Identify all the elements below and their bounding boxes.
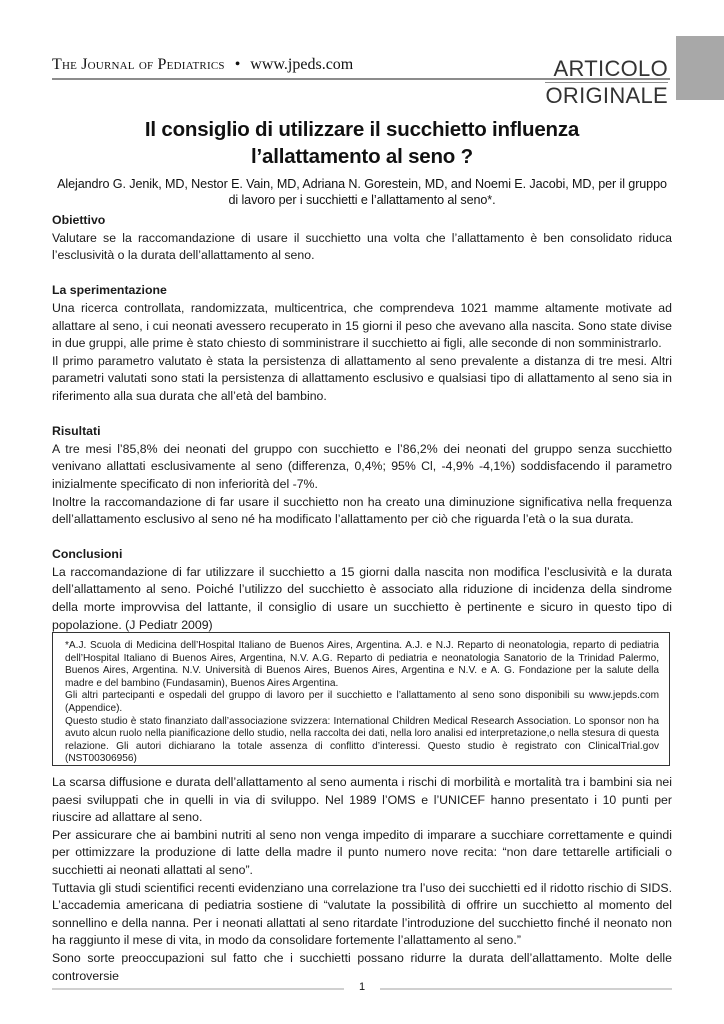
conclusions-text: La raccomandazione di far utilizzare il succhietto a 15 giorni dalla nascita non modifica l’esclusività e la durata dell’allattamento al seno. Poiché l’utilizzo del succhietto è associato alla riduzione di incidenza della sindrome della morte improvvisa del lattante, il consiglio di usare un succhietto è pertinente e sicuro in questo tipo di popolazione. (J Pediatr 2009) (52, 564, 672, 632)
article-title (52, 116, 672, 170)
header-separator: • (234, 56, 241, 73)
journal-header (52, 56, 353, 74)
footer-rule-left (52, 988, 344, 990)
abstract (52, 212, 672, 634)
authors-line2: di lavoro per i succhietti e l’allattamento al seno*. (228, 193, 496, 207)
affiliations-box (52, 632, 670, 766)
affiliations-text: *A.J. Scuola di Medicina dell’Hospital Italiano de Buenos Aires, Argentina. A.J. e N.J. Reparto di neonatologia, reparto di pediatria dell’Hospital Italiano di Buenos Aires, Argentina, N.V. A.G. Reparto di pediatria e neonatologia Sanatorio de la Trinidad Palermo, Buenos Aires, Argentina. N.V. Università di Buenos Aires, Buenos Aires, Argentina e N.V. e A. G. Fondazione per la salute della madre e del bambino (Fundasamin), Buenos Aires Argentina. (65, 640, 659, 689)
conclusions-heading: Conclusioni (52, 547, 123, 562)
results-heading: Risultati (52, 424, 101, 439)
article-body (52, 774, 672, 985)
page-number: 1 (358, 981, 366, 993)
body-paragraph-3: Tuttavia gli studi scientifici recenti evidenziano una correlazione tra l’uso dei succhietti ed il ridotto rischio di SIDS. L’accademia americana di pediatria sostiene di “valutate la possibilità di offrire un succhietto al momento del sonnellino e della nanna. Per i neonati allattati al seno ritardate l’introduzione del succhietto finché il neonato non ha raggiunto il mese di vita, in modo da consolidare fortemente l’allattamento al seno.” (52, 880, 672, 948)
body-paragraph-4: Sono sorte preoccupazioni sul fatto che i succhietti possano ridurre la durata dell’allattamento. Molte delle controversie (52, 950, 672, 983)
section-tag-line1: ARTICOLO (553, 56, 668, 81)
design-text-1: Una ricerca controllata, randomizzata, multicentrica, che comprendeva 1021 mamme altamente motivate ad allattare al seno, i cui neonati avessero recuperato in 15 giorni il peso che avevano alla nascita. Sono state divise in due gruppi, alle prime è stato chiesto di somministrare il succhietto ai figli, alle seconde di non somministrarlo. (52, 300, 672, 351)
objective-heading: Obiettivo (52, 213, 106, 227)
journal-name: The Journal of Pediatrics (52, 56, 225, 73)
footer-rule-right (380, 988, 672, 990)
page-edge-tab (676, 36, 724, 100)
body-paragraph-2: Per assicurare che ai bambini nutriti al seno non venga impedito di imparare a succhiare correttamente e quindi per ottimizzare la produzione di latte della madre il punto numero nove recita: “non dare tettarelle artificiali o succhietti ai neonati allattati al seno”. (52, 827, 672, 877)
participants-text: Gli altri partecipanti e ospedali del gruppo di lavoro per il succhietto e l’allattamento al seno sono disponibili su www.jepds.com (Appendice). (65, 690, 659, 714)
article-title-line1: Il consiglio di utilizzare il succhietto influenza (144, 118, 580, 141)
authors-line1: Alejandro G. Jenik, MD, Nestor E. Vain, MD, Adriana N. Gorestein, MD, and Noemi E. Jacobi, MD, per il gruppo (57, 177, 667, 191)
section-tag (545, 56, 668, 108)
section-tag-line2: ORIGINALE (545, 83, 668, 108)
design-text-2: Il primo parametro valutato è stata la persistenza di allattamento al seno prevalente a distanza di tre mesi. Altri parametri valutati sono stati la persistenza di allattamento esclusivo e qualsiasi tipo di allattamento al seno sia in riferimento alla sua durata che all’età del bambino. (52, 353, 672, 403)
results-text-2: Inoltre la raccomandazione di far usare il succhietto non ha creato una diminuzione significativa nella frequenza dell’allattamento esclusivo al seno né ha modificato l’allattamento per ciò che riguarda l’età o la sua durata. (52, 494, 672, 527)
body-paragraph-1: La scarsa diffusione e durata dell’allattamento al seno aumenta i rischi di morbilità e mortalità tra i bambini sia nei paesi sviluppati che in quelli in via di sviluppo. Nel 1989 l’OMS e l’UNICEF hanno presentato i 10 punti per riuscire ad allattare al seno. (52, 775, 672, 825)
funding-text: Questo studio è stato finanziato dall’associazione svizzera: International Children Medical Research Association. Lo sponsor non ha avuto alcun ruolo nella pianificazione dello studio, nella raccolta dei dati, nella loro analisi ed interpretazione,o nella stesura di questa relazione. Gli autori dichiarano la totale assenza di conflitto d’interessi. Questo studio è registrato con ClinicalTrial.gov (NST00306956) (65, 715, 659, 765)
article-authors (52, 176, 672, 208)
results-text-1: A tre mesi l’85,8% dei neonati del gruppo con succhietto e l’86,2% dei neonati del gruppo senza succhietto venivano allattati esclusivamente al seno (differenza, 0,4%; 95% Cl, -4,9% -4,1%) soddisfacendo il parametro inizialmente specificato di non inferiorità del -7%. (52, 441, 672, 491)
article-title-line2: l’allattamento al seno ? (251, 145, 473, 168)
objective-text: Valutare se la raccomandazione di usare il succhietto una volta che l’allattamento è ben consolidato riduca l’esclusività o la durata dell’allattamento al seno. (52, 230, 672, 263)
design-heading: La sperimentazione (52, 283, 167, 298)
journal-website: www.jpeds.com (250, 56, 354, 73)
